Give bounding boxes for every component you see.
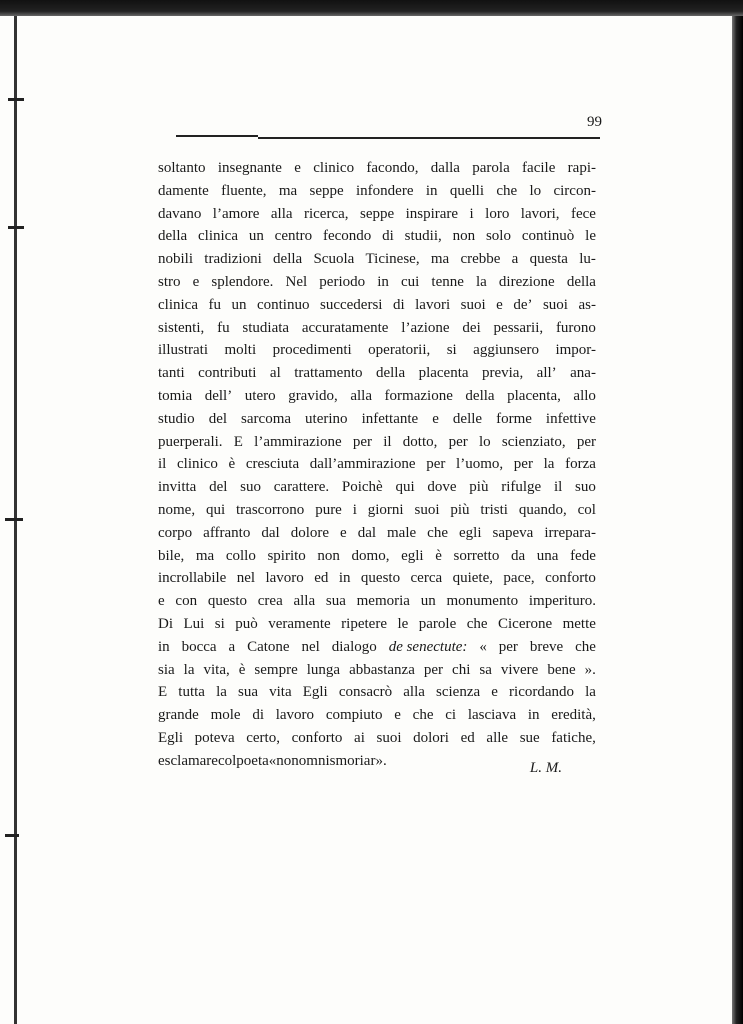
text-line: esclamare col poeta « non omnis moriar ». xyxy=(158,752,387,769)
text-line: stro e splendore. Nel periodo in cui tenne la direzione della xyxy=(158,273,596,290)
header-rule xyxy=(258,137,600,139)
text-line: in bocca a Catone nel dialogo de senectute: « per breve che xyxy=(158,638,596,655)
scan-mark xyxy=(5,518,23,521)
author-signature: L. M. xyxy=(529,760,562,776)
scan-mark xyxy=(8,226,24,229)
text-line: tomia dell’ utero gravido, alla formazione della placenta, allo xyxy=(158,387,596,404)
text-line: tanti contributi al trattamento della placenta previa, all’ ana- xyxy=(158,365,596,382)
text-line: Di Lui si può veramente ripetere le parole che Cicerone mette xyxy=(158,615,596,632)
text-line: soltanto insegnante e clinico facondo, dalla parola facile rapi- xyxy=(158,160,596,176)
scan-top-border xyxy=(0,0,743,16)
text-line: puerperali. E l’ammirazione per il dotto, per lo scienziato, per xyxy=(158,433,596,450)
text-line: E tutta la sua vita Egli consacrò alla scienza e ricordando la xyxy=(158,684,596,701)
text-line: corpo affranto dal dolore e dal male che egli sapeva irrepara- xyxy=(158,524,596,541)
text-line: grande mole di lavoro compiuto e che ci lasciava in eredità, xyxy=(158,707,596,724)
text-line: incrollabile nel lavoro ed in questo cerca quiete, pace, conforto xyxy=(158,570,596,587)
header-rule xyxy=(176,135,258,137)
text-line: e con questo crea alla sua memoria un monumento imperituro. xyxy=(158,593,596,610)
text-line: nobili tradizioni della Scuola Ticinese, ma crebbe a questa lu- xyxy=(158,251,596,268)
text-line: sia la vita, è sempre lunga abbastanza per chi sa vivere bene ». xyxy=(158,661,596,678)
text-line: damente fluente, ma seppe infondere in quelli che lo circon- xyxy=(158,182,596,199)
text-line: sistenti, fu studiata accuratamente l’azione dei pessarii, furono xyxy=(158,319,596,336)
text-line: il clinico è cresciuta dall’ammirazione per l’uomo, per la forza xyxy=(158,456,596,473)
scan-mark xyxy=(8,98,24,101)
text-line: illustrati molti procedimenti operatorii, si aggiunsero impor- xyxy=(158,342,596,359)
body-text xyxy=(158,157,596,773)
text-line: davano l’amore alla ricerca, seppe inspirare i loro lavori, fece xyxy=(158,205,596,222)
page-number: 99 xyxy=(587,114,602,130)
text-line: studio del sarcoma uterino infettante e delle forme infettive xyxy=(158,410,596,427)
text-line: invitta del suo carattere. Poichè qui dove più rifulge il suo xyxy=(158,479,596,496)
text-line: Egli poteva certo, conforto ai suoi dolori ed alle sue fatiche, xyxy=(158,729,596,746)
scan-right-edge xyxy=(732,16,743,1024)
text-line: clinica fu un continuo succedersi di lavori suoi e de’ suoi as- xyxy=(158,296,596,313)
text-line: bile, ma collo spirito non domo, egli è sorretto da una fede xyxy=(158,547,596,564)
text-line: della clinica un centro fecondo di studii, non solo continuò le xyxy=(158,228,596,245)
text-line: nome, qui trascorrono pure i giorni suoi più tristi quando, col xyxy=(158,501,596,518)
scan-mark xyxy=(5,834,19,837)
